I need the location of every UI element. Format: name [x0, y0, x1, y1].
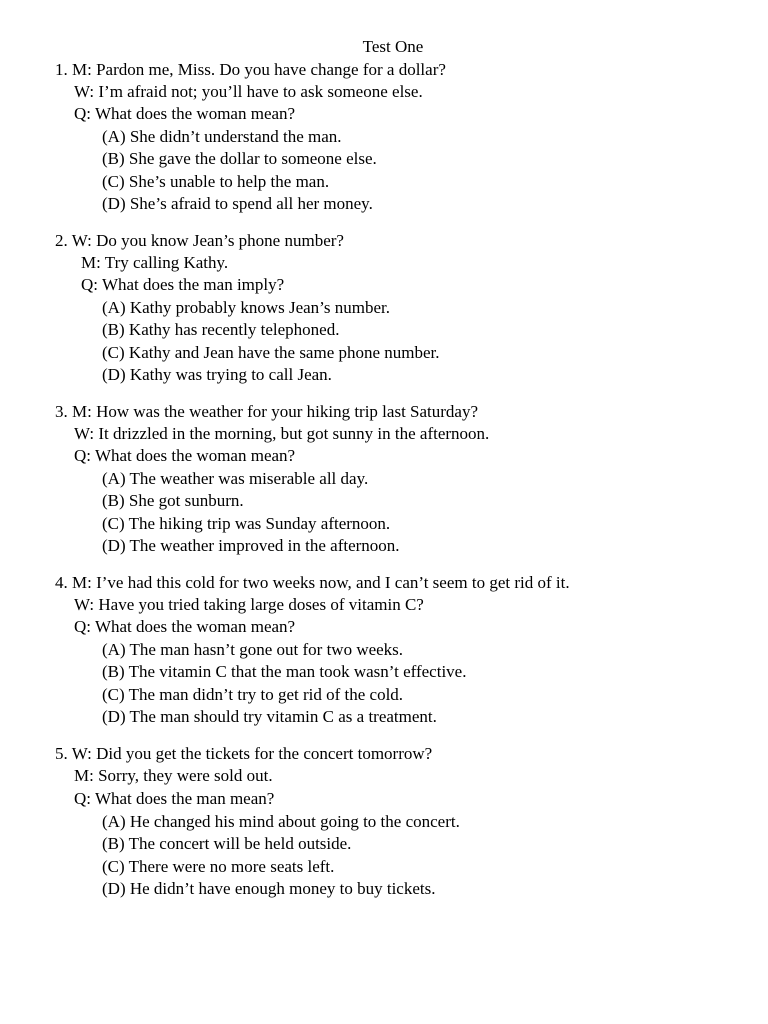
question-5-second-speaker: M: Sorry, they were sold out. — [74, 766, 273, 785]
question-5-option-b: (B) The concert will be held outside. — [102, 834, 352, 853]
question-3-option-b: (B) She got sunburn. — [102, 491, 244, 510]
question-1-option-a: (A) She didn’t understand the man. — [102, 127, 342, 146]
question-3-first-speaker: 3. M: How was the weather for your hiking trip last Saturday? — [55, 402, 479, 421]
question-1-option-d: (D) She’s afraid to spend all her money. — [102, 194, 373, 213]
question-1-prompt: Q: What does the woman mean? — [74, 104, 296, 123]
question-3-option-a: (A) The weather was miserable all day. — [102, 469, 369, 488]
question-4-option-c: (C) The man didn’t try to get rid of the cold. — [102, 685, 404, 704]
question-3-option-c: (C) The hiking trip was Sunday afternoon. — [102, 514, 391, 533]
question-4-second-speaker: W: Have you tried taking large doses of vitamin C? — [74, 595, 424, 614]
question-2-first-speaker: 2. W: Do you know Jean’s phone number? — [55, 231, 344, 250]
question-2-option-b: (B) Kathy has recently telephoned. — [102, 320, 340, 339]
question-4-prompt: Q: What does the woman mean? — [74, 617, 296, 636]
question-5-option-d: (D) He didn’t have enough money to buy tickets. — [102, 879, 436, 898]
question-4-option-b: (B) The vitamin C that the man took wasn’t effective. — [102, 662, 467, 681]
question-5-option-c: (C) There were no more seats left. — [102, 857, 335, 876]
question-4-option-d: (D) The man should try vitamin C as a treatment. — [102, 707, 437, 726]
question-3-option-d: (D) The weather improved in the afternoon. — [102, 536, 400, 555]
question-3-second-speaker: W: It drizzled in the morning, but got sunny in the afternoon. — [74, 424, 490, 443]
question-1-option-b: (B) She gave the dollar to someone else. — [102, 149, 377, 168]
question-4-first-speaker: 4. M: I’ve had this cold for two weeks now, and I can’t seem to get rid of it. — [55, 573, 570, 592]
question-2-option-d: (D) Kathy was trying to call Jean. — [102, 365, 332, 384]
question-2-option-a: (A) Kathy probably knows Jean’s number. — [102, 298, 391, 317]
question-2-second-speaker: M: Try calling Kathy. — [81, 253, 229, 272]
question-4-option-a: (A) The man hasn’t gone out for two weeks. — [102, 640, 404, 659]
question-1-option-c: (C) She’s unable to help the man. — [102, 172, 330, 191]
question-2-prompt: Q: What does the man imply? — [81, 275, 285, 294]
page-title: Test One — [362, 37, 424, 56]
question-2-option-c: (C) Kathy and Jean have the same phone number. — [102, 343, 440, 362]
question-1-second-speaker: W: I’m afraid not; you’ll have to ask someone else. — [74, 82, 423, 101]
question-5-prompt: Q: What does the man mean? — [74, 789, 275, 808]
question-1-first-speaker: 1. M: Pardon me, Miss. Do you have change for a dollar? — [55, 60, 446, 79]
question-5-first-speaker: 5. W: Did you get the tickets for the concert tomorrow? — [55, 744, 433, 763]
question-5-option-a: (A) He changed his mind about going to the concert. — [102, 812, 460, 831]
question-3-prompt: Q: What does the woman mean? — [74, 446, 296, 465]
